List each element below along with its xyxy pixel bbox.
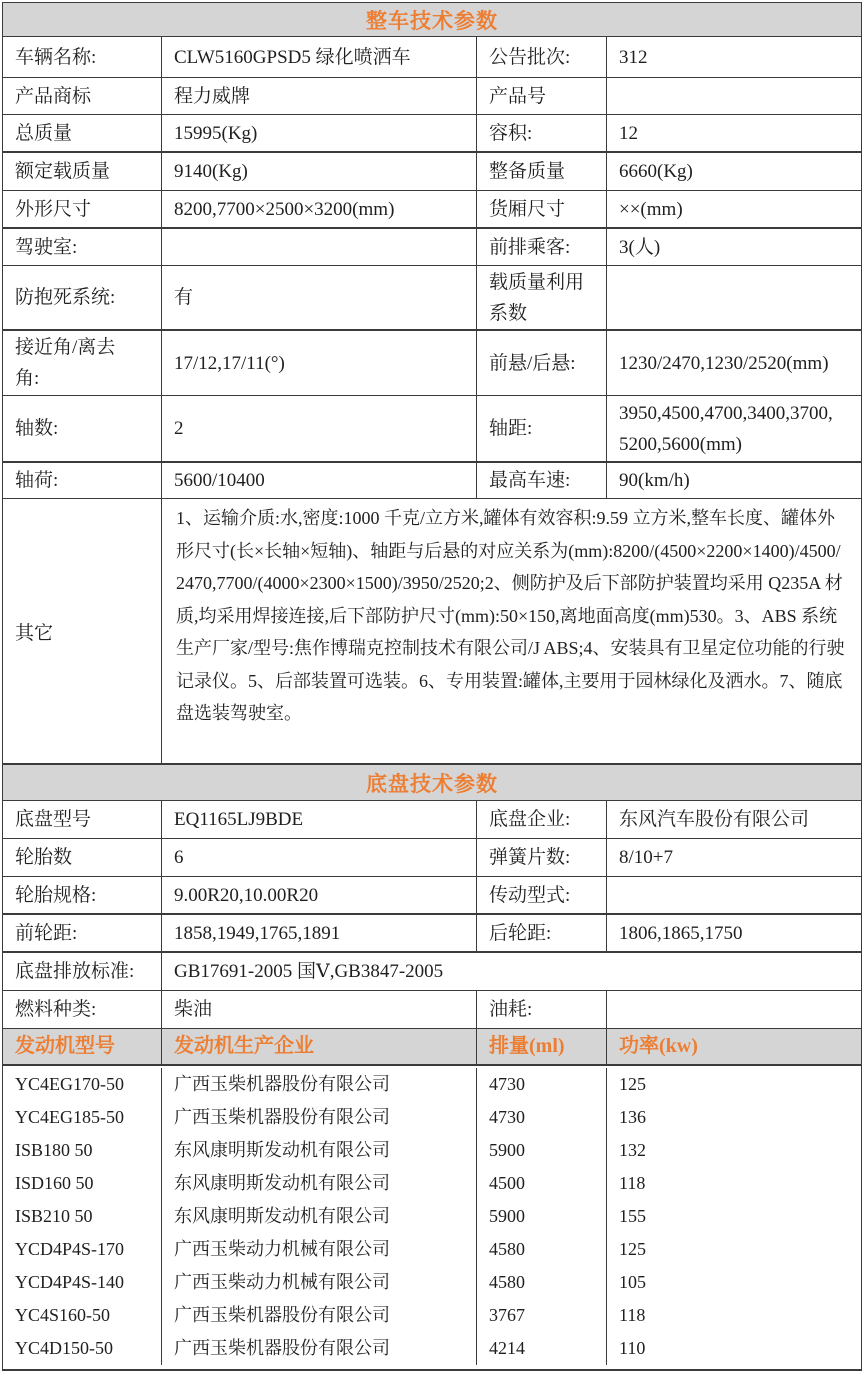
row-value-cell: CLW5160GPSD5 绿化喷洒车	[161, 37, 476, 77]
engine-header-displacement: 排量(ml)	[476, 1029, 606, 1064]
engine-table-row	[3, 1134, 861, 1167]
other-text-cell: 1、运输介质:水,密度:1000 千克/立方米,罐体有效容积:9.59 立方米,整车长度、罐体外形尺寸(长×长轴×短轴)、轴距与后悬的对应关系为(mm):8200/(4500×2200×1400)/4500/2470,7700/(4000×2300×1500)/3950/2520;2、侧防护及后下部防护装置均采用 Q235A 材质,均采用焊接连接,后下部防护尺寸(mm):50×150,离地面高度(mm)530。3、ABS 系统生产厂家/型号:焦作博瑞克控制技术有限公司/J ABS;4、安装具有卫星定位功能的行驶记录仪。5、后部装置可选装。6、专用装置:罐体,主要用于园林绿化及洒水。7、随底盘选装驾驶室。	[161, 499, 861, 763]
row-value-cell: 柴油	[161, 991, 476, 1028]
engine-power-cell: 125	[606, 1233, 861, 1266]
row-label-cell: 总质量	[15, 122, 73, 144]
engine-manufacturer-cell: 广西玉柴机器股份有限公司	[161, 1068, 476, 1101]
row-value-cell: 1230/2470,1230/2520(mm)	[606, 331, 861, 395]
table-row	[3, 229, 861, 266]
row-value-cell: 程力威牌	[161, 78, 476, 114]
row-value-cell: 6660(Kg)	[606, 153, 861, 190]
row-value-cell: 9.00R20,10.00R20	[161, 877, 476, 913]
engine-table-row	[3, 1299, 861, 1332]
engine-model-cell: ISD160 50	[15, 1173, 94, 1193]
row-label-cell: 后轮距:	[476, 915, 606, 951]
engine-manufacturer-cell: 东风康明斯发动机有限公司	[161, 1200, 476, 1233]
row-value-cell	[606, 78, 861, 114]
engine-model-cell: YC4D150-50	[15, 1338, 113, 1358]
row-label-cell: 轴距:	[476, 396, 606, 461]
engine-header-power: 功率(kw)	[606, 1029, 861, 1064]
row-label-cell: 车辆名称:	[15, 46, 97, 68]
row-value-cell	[606, 877, 861, 913]
row-label-cell: 底盘企业:	[476, 801, 606, 838]
chassis-spec-table	[3, 801, 861, 1029]
section-title-vehicle	[3, 3, 861, 37]
engine-table-body	[3, 1066, 861, 1369]
row-label-cell: 产品号	[476, 78, 606, 114]
vehicle-spec-table	[3, 37, 861, 499]
row-label-cell: 前轮距:	[15, 922, 78, 944]
row-label-cell: 轴荷:	[15, 470, 59, 491]
engine-manufacturer-cell: 广西玉柴机器股份有限公司	[161, 1332, 476, 1365]
row-label-cell: 底盘型号	[15, 809, 92, 830]
engine-model-cell: YC4EG185-50	[15, 1107, 124, 1127]
other-row	[3, 499, 861, 764]
row-label-cell: 容积:	[476, 115, 606, 151]
row-value-cell: 17/12,17/11(°)	[161, 331, 476, 395]
row-value-cell: GB17691-2005 国Ⅴ,GB3847-2005	[161, 953, 861, 990]
row-label-cell: 货厢尺寸	[476, 191, 606, 227]
row-value-cell: 有	[161, 266, 476, 329]
table-row	[3, 801, 861, 839]
engine-power-cell: 125	[606, 1068, 861, 1101]
row-label-cell: 最高车速:	[476, 463, 606, 498]
engine-displacement-cell: 4214	[476, 1332, 606, 1365]
section-title-chassis-label: 底盘技术参数	[366, 771, 498, 796]
engine-model-cell: YCD4P4S-140	[15, 1272, 125, 1292]
engine-table-row	[3, 1101, 861, 1134]
engine-power-cell: 136	[606, 1101, 861, 1134]
engine-power-cell: 110	[606, 1332, 861, 1365]
row-label-cell: 驾驶室:	[15, 236, 78, 258]
row-value-cell: EQ1165LJ9BDE	[161, 801, 476, 838]
engine-manufacturer-cell: 广西玉柴机器股份有限公司	[161, 1101, 476, 1134]
engine-model-cell: YCD4P4S-170	[15, 1239, 125, 1259]
table-row	[3, 839, 861, 877]
row-label-cell: 轴数:	[15, 418, 59, 439]
row-label-cell: 整备质量	[476, 153, 606, 190]
table-row	[3, 915, 861, 953]
row-value-cell: 2	[161, 396, 476, 461]
table-row	[3, 266, 861, 331]
table-row	[3, 991, 861, 1029]
table-row	[3, 191, 861, 229]
engine-model-cell: YC4EG170-50	[15, 1074, 124, 1094]
engine-table-row	[3, 1332, 861, 1365]
row-value-cell	[606, 266, 861, 329]
row-label-cell: 传动型式:	[476, 877, 606, 913]
row-label-cell: 防抱死系统:	[15, 287, 116, 308]
engine-power-cell: 132	[606, 1134, 861, 1167]
row-label-cell: 接近角/离去角:	[15, 337, 116, 389]
engine-table-row	[3, 1167, 861, 1200]
row-label-cell: 额定载质量	[15, 161, 111, 182]
engine-table-row	[3, 1068, 861, 1101]
engine-table-row	[3, 1233, 861, 1266]
row-value-cell	[161, 229, 476, 265]
table-row	[3, 153, 861, 191]
engine-displacement-cell: 4580	[476, 1266, 606, 1299]
row-label-cell: 前排乘客:	[476, 229, 606, 265]
table-row	[3, 37, 861, 78]
engine-power-cell: 155	[606, 1200, 861, 1233]
engine-model-cell: ISB210 50	[15, 1206, 93, 1226]
row-label-cell: 前悬/后悬:	[476, 331, 606, 395]
table-row	[3, 953, 861, 991]
engine-displacement-cell: 4730	[476, 1068, 606, 1101]
engine-displacement-cell: 4580	[476, 1233, 606, 1266]
engine-header-model: 发动机型号	[15, 1035, 115, 1057]
row-value-cell: 90(km/h)	[606, 463, 861, 498]
row-value-cell: 东风汽车股份有限公司	[606, 801, 861, 838]
engine-displacement-cell: 5900	[476, 1134, 606, 1167]
row-label-cell: 燃料种类:	[15, 999, 97, 1020]
table-row	[3, 78, 861, 115]
row-value-cell: 5600/10400	[161, 463, 476, 498]
engine-table-header	[3, 1029, 861, 1066]
row-value-cell: 12	[606, 115, 861, 151]
engine-table-row	[3, 1200, 861, 1233]
engine-displacement-cell: 4730	[476, 1101, 606, 1134]
row-label-cell: 公告批次:	[476, 37, 606, 77]
table-row	[3, 396, 861, 463]
spec-sheet	[2, 2, 862, 1371]
table-row	[3, 877, 861, 915]
engine-power-cell: 105	[606, 1266, 861, 1299]
row-value-cell: 1858,1949,1765,1891	[161, 915, 476, 951]
engine-model-cell: ISB180 50	[15, 1140, 93, 1160]
row-value-cell: 15995(Kg)	[161, 115, 476, 151]
row-value-cell: 8200,7700×2500×3200(mm)	[161, 191, 476, 227]
row-value-cell	[606, 991, 861, 1028]
row-label-cell: 弹簧片数:	[476, 839, 606, 876]
row-label-cell: 轮胎数	[15, 847, 73, 868]
table-row	[3, 463, 861, 499]
row-value-cell: 312	[606, 37, 861, 77]
section-title-chassis	[3, 764, 861, 801]
table-row	[3, 115, 861, 153]
row-label-cell: 油耗:	[476, 991, 606, 1028]
engine-manufacturer-cell: 东风康明斯发动机有限公司	[161, 1134, 476, 1167]
row-value-cell: 6	[161, 839, 476, 876]
row-value-cell: 3950,4500,4700,3400,3700,5200,5600(mm)	[606, 396, 861, 461]
row-label-cell: 外形尺寸	[15, 198, 92, 220]
engine-displacement-cell: 5900	[476, 1200, 606, 1233]
engine-header-manufacturer: 发动机生产企业	[161, 1029, 476, 1064]
row-value-cell: 8/10+7	[606, 839, 861, 876]
engine-table-row	[3, 1266, 861, 1299]
row-value-cell: 9140(Kg)	[161, 153, 476, 190]
row-label-cell: 轮胎规格:	[15, 884, 97, 906]
row-value-cell: 1806,1865,1750	[606, 915, 861, 951]
table-row	[3, 331, 861, 396]
engine-displacement-cell: 4500	[476, 1167, 606, 1200]
engine-manufacturer-cell: 东风康明斯发动机有限公司	[161, 1167, 476, 1200]
row-label-cell: 产品商标	[15, 85, 92, 107]
engine-manufacturer-cell: 广西玉柴动力机械有限公司	[161, 1266, 476, 1299]
engine-manufacturer-cell: 广西玉柴动力机械有限公司	[161, 1233, 476, 1266]
engine-power-cell: 118	[606, 1299, 861, 1332]
engine-power-cell: 118	[606, 1167, 861, 1200]
engine-manufacturer-cell: 广西玉柴机器股份有限公司	[161, 1299, 476, 1332]
row-value-cell: ××(mm)	[606, 191, 861, 227]
row-value-cell: 3(人)	[606, 229, 861, 265]
engine-displacement-cell: 3767	[476, 1299, 606, 1332]
row-label-cell: 载质量利用系数	[476, 266, 606, 329]
row-label-cell: 底盘排放标准:	[15, 961, 135, 982]
section-title-vehicle-label: 整车技术参数	[366, 8, 498, 33]
engine-model-cell: YC4S160-50	[15, 1305, 111, 1325]
other-label-cell: 其它	[15, 622, 54, 644]
